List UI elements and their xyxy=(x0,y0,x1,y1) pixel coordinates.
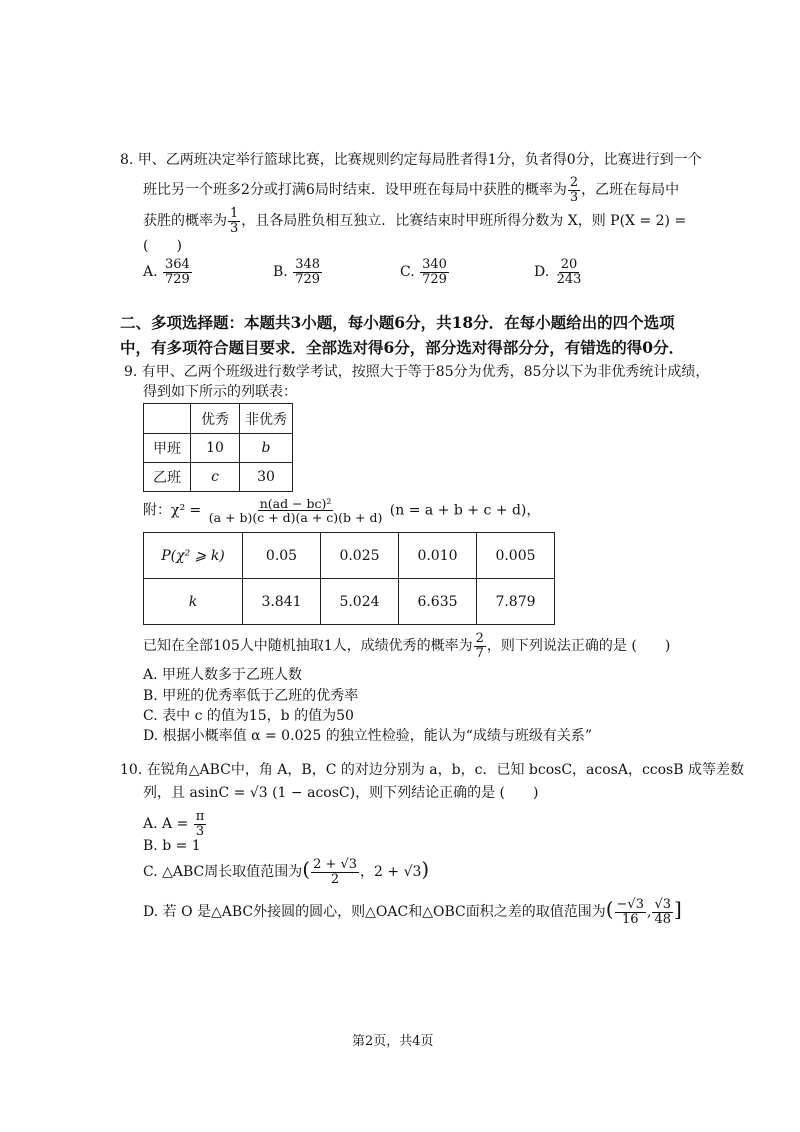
q8-option-a-den: 729 xyxy=(165,271,190,287)
section2-heading-line2: 中，有多项符合题目要求．全部选对得6分，部分选对得部分分，有错选的得0分． xyxy=(120,338,685,357)
q10-option-d-den2: 48 xyxy=(654,911,671,927)
q8-answer-paren: ( ) xyxy=(143,238,182,254)
q8-line2-tail: ，乙班在每局中 xyxy=(581,182,680,199)
q9-critical-cell: 0.010 xyxy=(399,533,477,579)
q8-q-fraction xyxy=(228,207,240,235)
q8-option-d-fraction xyxy=(555,258,584,286)
q10-option-c-num: 2 + √3 xyxy=(313,857,358,872)
q10-option-c-close-bracket: ) xyxy=(421,857,430,882)
q9-contingency-header-nonexcellent: 非优秀 xyxy=(240,404,293,434)
q8-q-num: 1 xyxy=(230,206,239,221)
page-footer: 第2页，共4页 xyxy=(352,1034,434,1049)
q10-option-a-num: π xyxy=(195,809,205,824)
q8-option-c-den: 729 xyxy=(422,271,447,287)
q8-line1: 8. 甲、乙两班决定举行篮球比赛，比赛规则约定每局胜者得1分，负者得0分，比赛进行到一个 xyxy=(120,152,702,168)
q9-formula-den: (a + b)(c + d)(a + c)(b + d) xyxy=(208,510,383,526)
q9-critical-cell: 0.005 xyxy=(477,533,555,579)
q9-contingency-header-excellent: 优秀 xyxy=(191,404,240,434)
q10-option-d-text: D. 若 O 是△ABC外接圆的圆心，则△OAC和△OBC面积之差的取值范围为 xyxy=(143,904,606,921)
q8-line3-tail: ，且各局胜负相互独立．比赛结束时甲班所得分数为 X，则 P(X = 2) = xyxy=(241,213,687,230)
q8-option-c xyxy=(400,258,450,286)
q8-option-d-num: 20 xyxy=(560,257,578,272)
q9-formula-num: n(ad − bc)² xyxy=(259,496,332,511)
q10-option-a-den: 3 xyxy=(195,823,205,839)
q10-option-d-close-bracket: ] xyxy=(674,897,682,922)
q8-option-b-den: 729 xyxy=(295,271,321,287)
q9-critical-row-k xyxy=(144,579,555,625)
q9-option-b: B. 甲班的优秀率低于乙班的优秀率 xyxy=(143,688,359,704)
q9-contingency-corner xyxy=(144,404,191,434)
q8-option-c-fraction xyxy=(420,258,449,286)
q10-option-a xyxy=(143,810,207,838)
q10-option-d-den1: 16 xyxy=(621,911,639,927)
q9-critical-value-table xyxy=(143,532,555,625)
q9-contingency-table xyxy=(143,403,293,492)
q9-line1: 9. 有甲、乙两个班级进行数学考试，按照大于等于85分为优秀，85分以下为非优秀统计成绩， xyxy=(124,364,710,380)
q8-option-b-num: 348 xyxy=(295,257,321,272)
q8-option-b-label: B. xyxy=(273,264,288,281)
q9-line2: 得到如下所示的列联表： xyxy=(143,384,297,400)
q8-option-c-label: C. xyxy=(400,264,415,281)
q9-chi-square-formula xyxy=(143,497,540,524)
q9-option-a: A. 甲班人数多于乙班人数 xyxy=(143,667,303,683)
q8-line2-text: 班比另一个班多2分或打满6局时结束．设甲班在每局中获胜的概率为 xyxy=(143,182,567,199)
q9-contingency-cell: 30 xyxy=(240,463,293,492)
q10-option-d-open-bracket: ( xyxy=(605,897,614,922)
q8-p-den: 3 xyxy=(569,189,579,205)
q9-contingency-row-yi xyxy=(144,463,293,492)
q9-stem xyxy=(143,632,670,660)
q9-option-d: D. 根据小概率值 α = 0.025 的独立性检验，能认为“成绩与班级有关系” xyxy=(143,728,593,744)
q8-option-b xyxy=(273,258,323,286)
q9-contingency-header-row xyxy=(144,404,293,434)
q9-contingency-row-jia xyxy=(144,434,293,463)
q8-p-fraction xyxy=(568,176,580,204)
q10-option-c xyxy=(143,858,429,886)
q8-option-a-fraction xyxy=(163,258,192,286)
q10-option-b: B. b = 1 xyxy=(143,838,201,854)
q9-critical-cell: 7.879 xyxy=(477,579,555,625)
q9-critical-cell: 0.05 xyxy=(243,533,321,579)
q10-option-c-open-bracket: ( xyxy=(302,857,311,882)
q8-option-a-num: 364 xyxy=(165,257,190,272)
q9-contingency-cell: c xyxy=(191,463,240,492)
q9-critical-cell: 6.635 xyxy=(399,579,477,625)
q10-line2: 列，且 asinC = √3 (1 − acosC)，则下列结论正确的是 ( ) xyxy=(143,785,539,801)
q8-p-num: 2 xyxy=(569,175,579,190)
q9-stem-fraction xyxy=(474,632,486,660)
q8-option-d-den: 243 xyxy=(556,271,582,287)
q9-critical-label-p: P(χ² ⩾ k) xyxy=(144,533,243,579)
q9-contingency-row-label: 甲班 xyxy=(144,434,191,463)
q9-critical-cell: 3.841 xyxy=(243,579,321,625)
q8-q-den: 3 xyxy=(230,220,239,236)
q8-line3-text: 获胜的概率为 xyxy=(143,213,227,230)
q9-formula-fraction xyxy=(207,497,385,524)
section2-heading-line1: 二、多项选择题：本题共3小题，每小题6分，共18分．在每小题给出的四个选项 xyxy=(120,313,675,332)
q8-option-d xyxy=(534,258,584,286)
q9-stem-tail: ，则下列说法正确的是 ( ) xyxy=(486,638,671,655)
q8-option-c-num: 340 xyxy=(422,257,447,272)
q9-contingency-cell: 10 xyxy=(191,434,240,463)
q10-option-d-fraction-high xyxy=(652,898,673,926)
q10-option-c-den: 2 xyxy=(330,871,340,887)
q8-option-a xyxy=(143,258,193,286)
q8-option-d-label: D. xyxy=(534,264,550,281)
q10-option-d: D. 若 O 是△ABC外接圆的圆心，则△OAC和△OBC面积之差的取值范围为( $\frac{-√3}{16}$ , $\frac{√3}{48}$ ] xyxy=(143,897,682,927)
q10-option-a-fraction xyxy=(194,810,207,838)
q10-option-d-fraction-low xyxy=(615,898,646,926)
q10-option-a-text: A. A = xyxy=(143,816,189,833)
q10-option-c-fraction xyxy=(311,858,359,886)
q9-critical-label-k: k xyxy=(144,579,243,625)
q10-option-d-num2: √3 xyxy=(654,897,671,912)
q8-option-b-fraction xyxy=(293,258,322,286)
q9-formula-prefix: 附：χ² = xyxy=(143,502,202,519)
q10-option-c-tail: ，2 + √3 xyxy=(360,864,422,881)
q10-line1: 10. 在锐角△ABC中，角 A，B，C 的对边分别为 a，b，c．已知 bcosC，acosA，ccosB 成等差数 xyxy=(120,762,744,778)
q10-option-d-num1: −√3 xyxy=(616,897,644,912)
q8-line2 xyxy=(143,176,679,204)
q10-option-c-text: C. △ABC周长取值范围为 xyxy=(143,864,303,881)
q8-line3 xyxy=(143,207,686,235)
q9-stem-den: 7 xyxy=(475,645,484,661)
q9-critical-cell: 0.025 xyxy=(321,533,399,579)
q8-option-a-label: A. xyxy=(143,264,158,281)
q9-formula-suffix: (n = a + b + c + d)， xyxy=(389,502,541,519)
q9-stem-text: 已知在全部105人中随机抽取1人，成绩优秀的概率为 xyxy=(143,638,473,655)
q9-option-c: C. 表中 c 的值为15，b 的值为50 xyxy=(143,708,354,724)
q9-contingency-row-label: 乙班 xyxy=(144,463,191,492)
q9-critical-cell: 5.024 xyxy=(321,579,399,625)
q9-critical-row-p xyxy=(144,533,555,579)
q9-contingency-cell: b xyxy=(240,434,293,463)
q9-stem-num: 2 xyxy=(475,631,484,646)
